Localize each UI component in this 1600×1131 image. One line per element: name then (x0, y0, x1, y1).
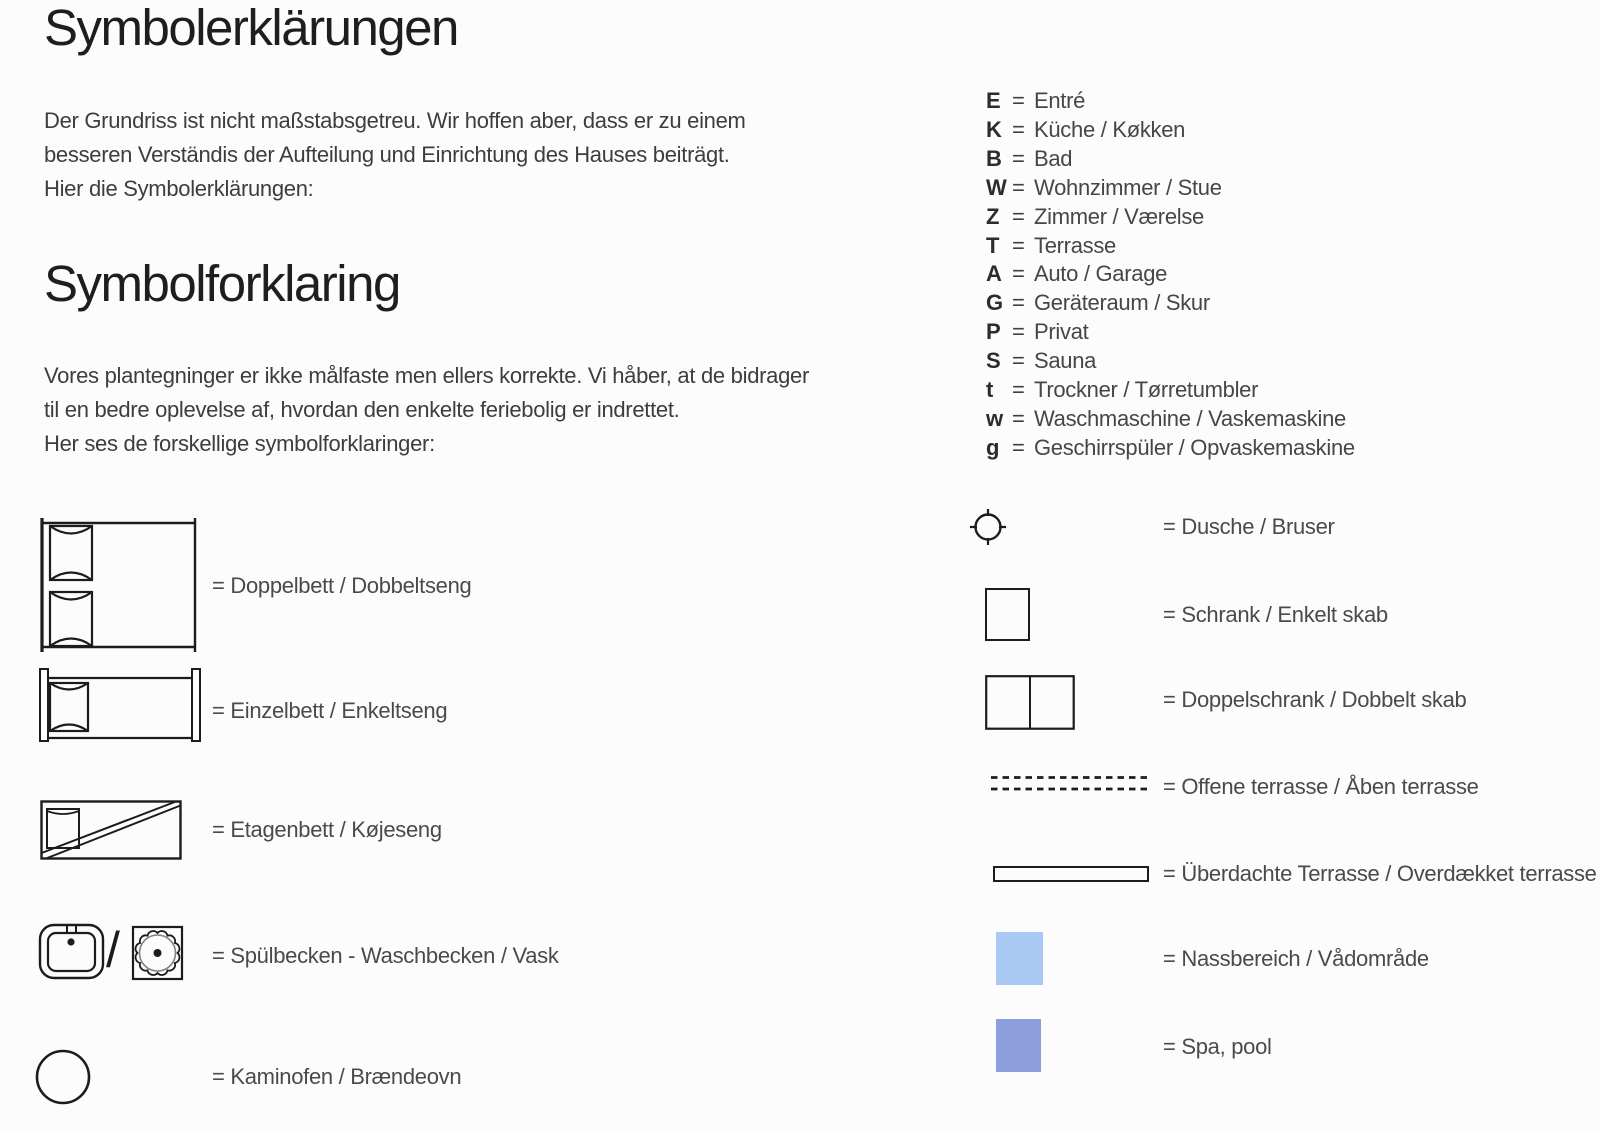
shower-icon (969, 508, 1007, 546)
abbreviation-row (986, 260, 1355, 289)
abbreviation-letter: t (986, 376, 994, 402)
equals-sign: = (1012, 405, 1025, 431)
equals-sign: = (1012, 117, 1025, 143)
abbreviation-row (986, 289, 1355, 318)
german-section-title: Symbolerklärungen (44, 0, 458, 56)
abbreviation-meaning: Entré (1034, 88, 1086, 114)
abbreviation-letter: W (986, 174, 1007, 200)
legend-label: = Überdachte Terrasse / Overdækket terrasse (1163, 861, 1597, 886)
equals-sign: = (1012, 232, 1025, 258)
legend-label: = Offene terrasse / Åben terrasse (1163, 774, 1479, 799)
legend-label: = Schrank / Enkelt skab (1163, 602, 1388, 627)
abbreviation-letter: B (986, 146, 1002, 172)
equals-sign: = (1012, 376, 1025, 402)
intro-line: Hier die Symbolerklärungen: (44, 176, 314, 201)
equals-sign: = (1012, 290, 1025, 316)
abbreviation-letter: A (986, 261, 1002, 287)
abbreviation-meaning: Zimmer / Værelse (1034, 203, 1204, 229)
abbreviation-row (986, 174, 1355, 203)
abbreviation-row (986, 433, 1355, 462)
abbreviation-meaning: Auto / Garage (1034, 261, 1168, 287)
abbreviation-meaning: Bad (1034, 146, 1073, 172)
german-intro-text (44, 104, 746, 206)
intro-line: til en bedre oplevelse af, hvordan den enkelte feriebolig er indrettet. (44, 397, 680, 422)
equals-sign: = (1012, 319, 1025, 345)
legend-label: = Doppelschrank / Dobbelt skab (1163, 687, 1467, 712)
abbreviation-letter: Z (986, 203, 1000, 229)
abbreviation-meaning: Terrasse (1034, 232, 1116, 258)
wet-area-swatch (996, 932, 1043, 985)
legend-label: = Dusche / Bruser (1163, 514, 1335, 539)
equals-sign: = (1012, 174, 1025, 200)
wood-stove-icon (34, 1048, 92, 1106)
legend-label: = Etagenbett / Køjeseng (212, 817, 442, 842)
equals-sign: = (1012, 146, 1025, 172)
open-terrace-icon (990, 775, 1150, 792)
equals-sign: = (1012, 203, 1025, 229)
abbreviation-meaning: Geschirrspüler / Opvaskemaskine (1034, 434, 1355, 460)
abbreviation-row (986, 145, 1355, 174)
abbreviation-letter: w (986, 405, 1003, 431)
abbreviation-letter: P (986, 319, 1001, 345)
abbreviation-meaning: Sauna (1034, 348, 1097, 374)
equals-sign: = (1012, 88, 1025, 114)
abbreviation-letter: g (986, 434, 1000, 460)
abbreviation-letter: K (986, 117, 1002, 143)
intro-line: Vores plantegninger er ikke målfaste men ellers korrekte. Vi håber, at de bidrager (44, 363, 809, 388)
abbreviation-row (986, 202, 1355, 231)
bunk-bed-icon (40, 800, 182, 860)
single-closet-icon (985, 588, 1030, 641)
spa-pool-swatch (996, 1019, 1041, 1072)
double-bed-icon (34, 516, 200, 654)
abbreviation-row (986, 347, 1355, 376)
abbreviation-meaning: Privat (1034, 319, 1089, 345)
equals-sign: = (1012, 434, 1025, 460)
legend-label: = Nassbereich / Vådområde (1163, 946, 1429, 971)
legend-label: = Kaminofen / Brændeovn (212, 1064, 462, 1089)
danish-intro-text (44, 359, 809, 461)
single-bed-icon (36, 666, 204, 744)
double-closet-icon (985, 675, 1075, 730)
legend-label: = Einzelbett / Enkeltseng (212, 698, 448, 723)
legend-label: = Spa, pool (1163, 1034, 1272, 1059)
abbreviation-row (986, 116, 1355, 145)
abbreviation-meaning: Trockner / Tørretumbler (1034, 376, 1259, 402)
abbreviation-row (986, 375, 1355, 404)
abbreviation-meaning: Küche / Køkken (1034, 117, 1186, 143)
abbreviation-row (986, 231, 1355, 260)
abbreviation-meaning: Waschmaschine / Vaskemaskine (1034, 405, 1346, 431)
abbreviation-letter: T (986, 232, 1000, 258)
abbreviation-row (986, 318, 1355, 347)
abbreviation-letter: S (986, 348, 1001, 374)
slash-separator: / (106, 922, 120, 978)
equals-sign: = (1012, 261, 1025, 287)
abbreviation-letter: G (986, 290, 1003, 316)
abbreviation-row (986, 404, 1355, 433)
equals-sign: = (1012, 348, 1025, 374)
covered-terrace-icon (993, 866, 1149, 882)
danish-section-title: Symbolforklaring (44, 255, 400, 312)
legend-label: = Doppelbett / Dobbeltseng (212, 573, 472, 598)
intro-line: Her ses de forskellige symbolforklaringer: (44, 431, 435, 456)
abbreviation-letter: E (986, 88, 1001, 114)
intro-line: Der Grundriss ist nicht maßstabsgetreu. Wir hoffen aber, dass er zu einem (44, 108, 746, 133)
abbreviation-row (986, 87, 1355, 116)
abbreviation-meaning: Geräteraum / Skur (1034, 290, 1210, 316)
intro-line: besseren Verständis der Aufteilung und Einrichtung des Hauses beiträgt. (44, 142, 730, 167)
abbreviation-meaning: Wohnzimmer / Stue (1034, 174, 1222, 200)
legend-label: = Spülbecken - Waschbecken / Vask (212, 943, 559, 968)
abbreviation-list (986, 87, 1355, 462)
